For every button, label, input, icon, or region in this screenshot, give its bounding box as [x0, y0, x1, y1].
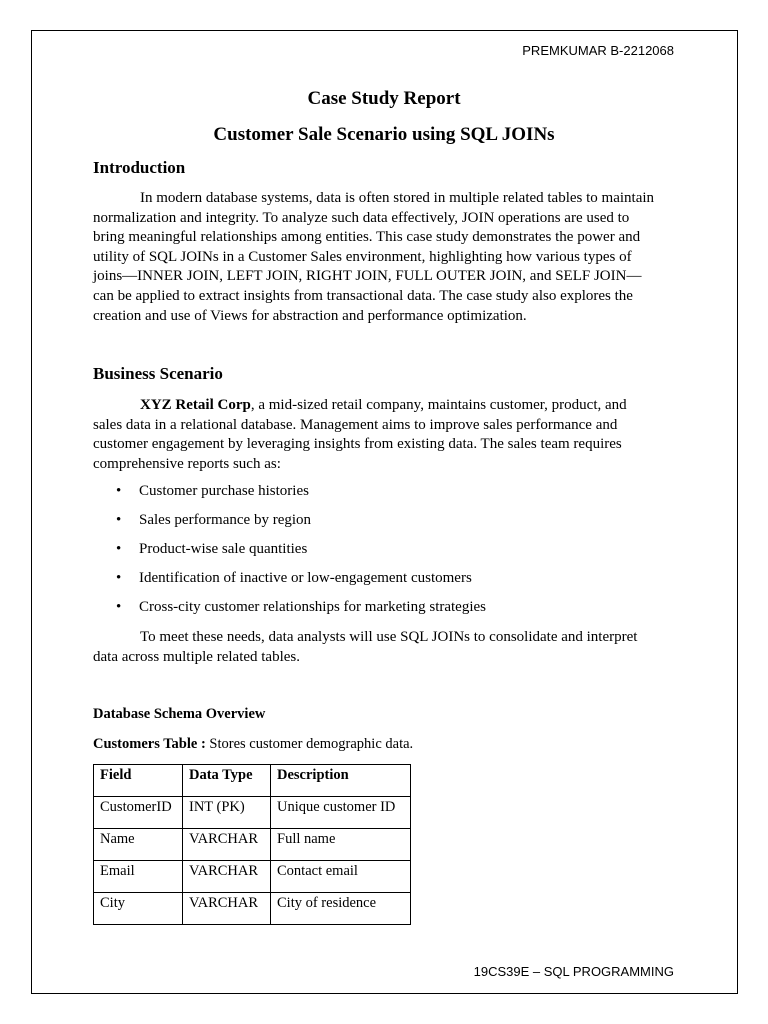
report-title: Case Study Report [307, 88, 461, 109]
business-line: customer engagement by leveraging insights from existing data. The sales team requires [93, 436, 622, 453]
business-line: sales data in a relational database. Management aims to improve sales performance and [93, 416, 618, 433]
table-row [94, 861, 411, 893]
table-cell: Unique customer ID [271, 797, 411, 829]
table-cell: City [94, 893, 183, 925]
table-cell: City of residence [271, 893, 411, 925]
intro-line: can be applied to extract insights from transactional data. The case study also explores the [93, 287, 633, 304]
table-row [94, 797, 411, 829]
customers-table-caption [93, 735, 675, 755]
introduction-paragraph [93, 189, 675, 326]
business-paragraph [93, 396, 675, 474]
list-item: • Sales performance by region [116, 512, 312, 528]
table-row [94, 893, 411, 925]
customers-table-desc: Stores customer demographic data. [205, 736, 414, 752]
intro-line: joins—INNER JOIN, LEFT JOIN, RIGHT JOIN, FULL OUTER JOIN, and SELF JOIN— [93, 268, 642, 285]
table-cell: CustomerID [94, 797, 183, 829]
table-cell: VARCHAR [183, 829, 271, 861]
table-cell: Full name [271, 829, 411, 861]
list-item: • Customer purchase histories [116, 483, 309, 499]
list-item: • Cross-city customer relationships for marketing strategies [116, 599, 486, 615]
list-item: • Product-wise sale quantities [116, 541, 308, 557]
closing-paragraph [93, 628, 675, 667]
intro-line: utility of SQL JOINs in a Customer Sales environment, highlighting how various types of [93, 248, 632, 265]
business-line: XYZ Retail Corp, a mid-sized retail company, maintains customer, product, and [140, 397, 627, 413]
schema-heading: Database Schema Overview [93, 706, 266, 722]
table-cell: Name [94, 829, 183, 861]
report-subtitle: Customer Sale Scenario using SQL JOINs [213, 124, 555, 145]
column-header: Field [94, 765, 183, 797]
table-cell: Email [94, 861, 183, 893]
closing-line: To meet these needs, data analysts will use SQL JOINs to consolidate and interpret [140, 629, 638, 645]
column-header: Data Type [183, 765, 271, 797]
footer-course: 19CS39E – SQL PROGRAMMING [473, 964, 674, 979]
intro-line: creation and use of Views for abstraction and performance optimization. [93, 307, 527, 324]
company-name: XYZ Retail Corp [140, 397, 251, 413]
intro-line: bring meaningful relationships among entities. This case study demonstrates the power and [93, 229, 641, 246]
customers-schema-table [93, 764, 411, 925]
business-scenario-heading: Business Scenario [93, 364, 223, 383]
list-item: • Identification of inactive or low-engagement customers [116, 570, 472, 586]
introduction-heading: Introduction [93, 158, 186, 177]
intro-line: normalization and integrity. To analyze such data effectively, JOIN operations are used to [93, 209, 630, 226]
column-header: Description [271, 765, 411, 797]
table-cell: Contact email [271, 861, 411, 893]
customers-table-label: Customers Table : [93, 736, 206, 752]
business-line: comprehensive reports such as: [93, 455, 281, 472]
table-row [94, 829, 411, 861]
intro-line: In modern database systems, data is often stored in multiple related tables to maintain [140, 190, 655, 206]
table-header-row [94, 765, 411, 797]
table-cell: VARCHAR [183, 893, 271, 925]
header-author: PREMKUMAR B-2212068 [522, 43, 674, 58]
table-cell: INT (PK) [183, 797, 271, 829]
closing-line: data across multiple related tables. [93, 648, 301, 665]
table-cell: VARCHAR [183, 861, 271, 893]
